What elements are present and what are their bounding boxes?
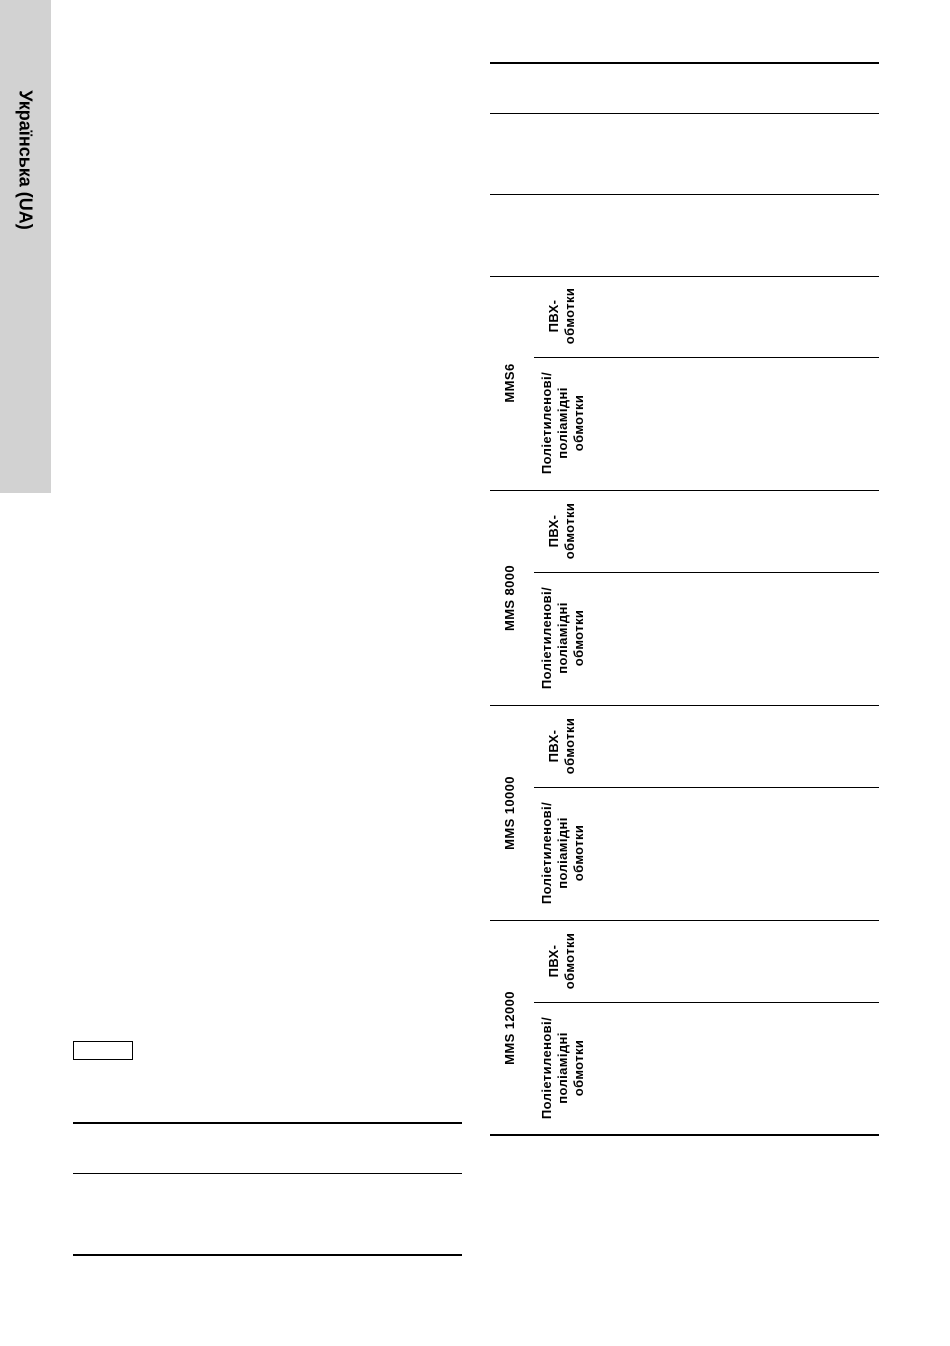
winding-pe-pa-label: Поліетиленові/ поліамідні обмотки <box>539 586 586 690</box>
language-tab <box>0 0 51 493</box>
table-rule <box>534 357 879 358</box>
language-tab-label: Українська (UA) <box>15 90 36 230</box>
winding-pe-pa-label: Поліетиленові/ поліамідні обмотки <box>539 801 586 905</box>
winding-pe-pa-label: Поліетиленові/ поліамідні обмотки <box>539 1016 586 1120</box>
model-label: MMS 10000 <box>502 776 517 850</box>
left-table-bottom-rule <box>73 1254 462 1256</box>
model-label: MMS 8000 <box>502 564 517 632</box>
table-rule <box>490 705 879 706</box>
table-bottom-rule <box>490 1134 879 1136</box>
table-top-rule <box>490 62 879 64</box>
left-table-top-rule <box>73 1122 462 1124</box>
table-rule <box>490 920 879 921</box>
winding-pvc-label: ПВХ- обмотки <box>546 717 577 775</box>
empty-box <box>73 1041 133 1060</box>
model-label: MMS 12000 <box>502 991 517 1065</box>
table-rule <box>534 572 879 573</box>
model-label: MMS6 <box>502 363 517 403</box>
table-rule <box>534 1002 879 1003</box>
left-table-rule <box>73 1173 462 1174</box>
table-rule <box>490 113 879 114</box>
winding-pvc-label: ПВХ- обмотки <box>546 287 577 345</box>
winding-pe-pa-label: Поліетиленові/ поліамідні обмотки <box>539 371 586 475</box>
winding-pvc-label: ПВХ- обмотки <box>546 932 577 990</box>
table-rule <box>490 490 879 491</box>
table-rule <box>490 276 879 277</box>
table-rule <box>534 787 879 788</box>
table-rule <box>490 194 879 195</box>
winding-pvc-label: ПВХ- обмотки <box>546 502 577 560</box>
